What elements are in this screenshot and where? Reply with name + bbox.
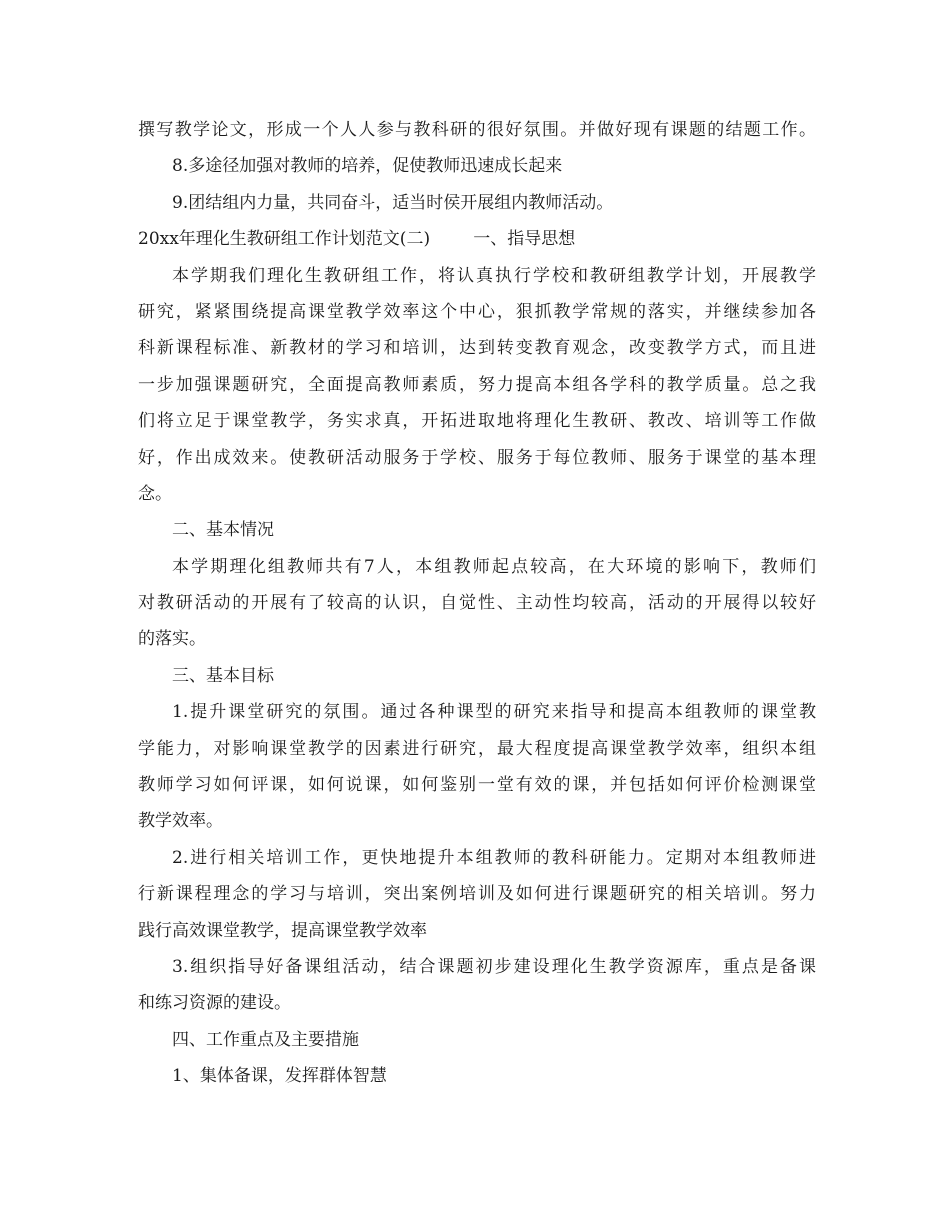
text-line: 2.进行相关培训工作，更快地提升本组教师的教科研能力。定期对本组教师进 [172, 847, 816, 868]
text-line: 本学期我们理化生教研组工作，将认真执行学校和教研组教学计划，开展教学 [172, 265, 816, 286]
text-line: 科新课程标准、新教材的学习和培训，达到转变教育观念，改变教学方式，而且进 [138, 338, 816, 359]
text-line: 撰写教学论文，形成一个人人参与教科研的很好氛围。并做好现有课题的结题工作。 [138, 120, 816, 140]
document-body [138, 112, 816, 1095]
text-line: 好，作出成效来。使教研活动服务于学校、服务于每位教师、服务于课堂的基本理 [138, 447, 816, 468]
text-line: 践行高效课堂教学，提高课堂教学效率 [138, 920, 427, 941]
list-item: 9.团结组内力量，共同奋斗，适当时侯开展组内教师活动。 [172, 192, 614, 213]
text-line: 教师学习如何评课，如何说课，如何鉴别一堂有效的课，并包括如何评价检测课堂 [138, 775, 816, 796]
text-line: 和练习资源的建设。 [138, 993, 291, 1014]
section-heading: 二、基本情况 [172, 520, 274, 541]
text-line: 的落实。 [138, 629, 206, 650]
section-title: 20xx年理化生教研组工作计划范文(二) 一、指导思想 [138, 229, 576, 250]
text-line: 行新课程理念的学习与培训，突出案例培训及如何进行课题研究的相关培训。努力 [138, 884, 816, 905]
text-line: 本学期理化组教师共有7人，本组教师起点较高，在大环境的影响下，教师们 [172, 556, 816, 577]
text-line: 们将立足于课堂教学，务实求真，开拓进取地将理化生教研、教改、培训等工作做 [138, 411, 816, 432]
text-line: 学能力，对影响课堂教学的因素进行研究，最大程度提高课堂教学效率，组织本组 [138, 738, 816, 759]
section-heading: 四、工作重点及主要措施 [172, 1029, 359, 1050]
subsection-heading: 1、集体备课，发挥群体智慧 [172, 1066, 387, 1087]
text-line: 研究，紧紧围绕提高课堂教学效率这个中心，狠抓教学常规的落实，并继续参加各 [138, 301, 816, 322]
text-line: 念。 [138, 483, 172, 504]
section-heading: 三、基本目标 [172, 665, 274, 686]
text-line: 对教研活动的开展有了较高的认识，自觉性、主动性均较高，活动的开展得以较好 [138, 593, 816, 614]
text-line: 1.提升课堂研究的氛围。通过各种课型的研究来指导和提高本组教师的课堂教 [172, 702, 816, 723]
text-line: 一步加强课题研究，全面提高教师素质，努力提高本组各学科的教学质量。总之我 [138, 374, 816, 395]
list-item: 8.多途径加强对教师的培养，促使教师迅速成长起来 [172, 156, 563, 177]
text-line: 教学效率。 [138, 811, 223, 832]
text-line: 3.组织指导好备课组活动，结合课题初步建设理化生教学资源库，重点是备课 [172, 956, 816, 977]
